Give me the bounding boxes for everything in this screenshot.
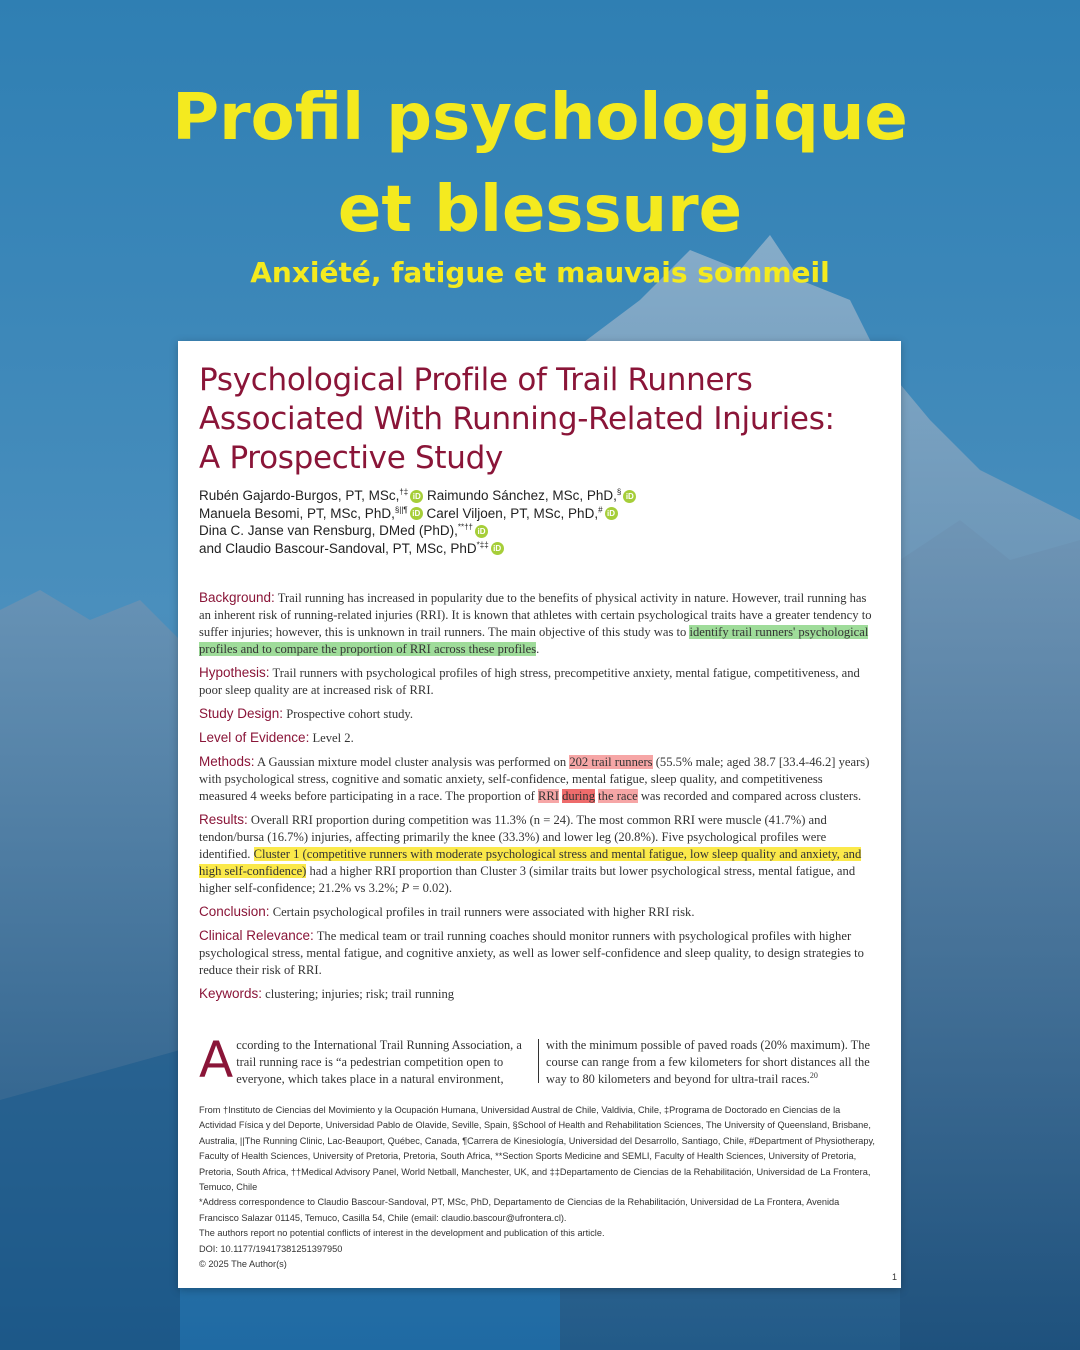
orcid-icon[interactable]: iD (410, 490, 423, 503)
copyright: © 2025 The Author(s) (199, 1259, 287, 1270)
correspondence: *Address correspondence to Claudio Bascour-Sandoval, PT, MSc, PhD, Departamento de Ciencias de la Rehabilitación, Universidad de La Frontera, Avenida Francisco Salazar 01145, Temuco, Casilla 54, Chile (email: claudio.bascour@ufrontera.cl). (199, 1197, 840, 1223)
author-name: Dina C. Janse van Rensburg, DMed (PhD), (199, 523, 458, 538)
orcid-icon[interactable]: iD (605, 507, 618, 520)
abstract-text: had a higher RRI proportion than Cluster 3 (similar traits but lower psychological stress, mental fatigue, and higher self-confidence; 21.2% vs 3.2%; (199, 864, 856, 895)
highlight-red-dark: during (562, 789, 596, 803)
abstract-text: (55.5% male; aged 38.7 [33.4-46.2] years) with psychological stress, cognitive and somatic anxiety, self-confidence, mental fatigue, sleep quality, and competitiveness measured 4 weeks before participating in a race. The proportion of (199, 755, 870, 803)
author-affil: § (616, 487, 622, 497)
column-divider (538, 1039, 539, 1083)
author-name: Carel Viljoen, PT, MSc, PhD, (426, 505, 599, 521)
highlight-green: identify trail runners' psychological profiles and to compare the proportion of RRI across these profiles (199, 625, 869, 656)
intro-column-right (546, 1037, 876, 1088)
intro-text: ccording to the International Trail Running Association, a trail running race is “a pedestrian competition open to everyone, which takes place in a natural environment, (236, 1038, 522, 1086)
author-name: and Claudio Bascour-Sandoval, PT, MSc, PhD (199, 540, 477, 556)
paper-page (178, 341, 901, 1288)
abstract-text: Prospective cohort study. (283, 707, 414, 721)
section-label: Background: (199, 590, 275, 605)
orcid-icon[interactable]: iD (475, 525, 488, 538)
paper-title-line1: Psychological Profile of Trail Runners (199, 362, 753, 398)
abstract-text: clustering; injuries; risk; trail running (262, 987, 455, 1001)
abstract-text: was recorded and compared across clusters. (637, 789, 862, 803)
abstract (199, 589, 874, 1009)
orcid-icon[interactable]: iD (410, 507, 423, 520)
author-list (199, 487, 879, 557)
orcid-icon[interactable]: iD (491, 542, 504, 555)
hero-title-line1: Profil psychologique (172, 81, 908, 155)
section-label: Study Design: (199, 706, 284, 721)
author-affil: §||¶ (394, 505, 408, 514)
section-label: Keywords: (199, 986, 263, 1001)
abstract-conclusion (199, 903, 874, 921)
abstract-keywords (199, 985, 874, 1003)
p-value-symbol: P (401, 881, 410, 895)
section-label: Level of Evidence: (199, 730, 310, 745)
paper-title-line3: A Prospective Study (199, 440, 504, 476)
hero-title (0, 72, 1080, 256)
highlight-yellow: Cluster 1 (competitive runners with moderate psychological stress and mental fatigue, low sleep quality and anxiety, and high self-confidence) (199, 847, 862, 878)
reference-number: 20 (809, 1070, 818, 1080)
paper-title-line2: Associated With Running-Related Injuries: (199, 401, 835, 437)
section-label: Results: (199, 812, 248, 827)
section-label: Methods: (199, 754, 255, 769)
abstract-text: = 0.02). (409, 881, 452, 895)
abstract-hypothesis (199, 664, 874, 699)
paper-title (199, 361, 879, 478)
abstract-text: Certain psychological profiles in trail runners were associated with higher RRI risk. (269, 905, 695, 919)
page-number: 1 (891, 1272, 897, 1282)
author-affil: †‡ (399, 487, 409, 497)
orcid-icon[interactable]: iD (623, 490, 636, 503)
affiliations: From †Instituto de Ciencias del Movimiento y la Ocupación Humana, Universidad Austral de Chile, Valdivia, Chile, ‡Programa de Doctorado en Ciencias de la Actividad Física y del Deporte, Universidad Pablo de Olavide, Seville, Spain, §School of Health and Rehabilitation Sciences, The University of Queensland, Brisbane, Australia, ||The Running Clinic, Lac-Beauport, Québec, Canada, ¶Carrera de Kinesiología, Universidad del Desarrollo, Santiago, Chile, #Department of Physiotherapy, Faculty of Health Sciences, University of Pretoria, Pretoria, South Africa, **Section Sports Medicine and SEMLI, Faculty of Health Sciences, University of Pretoria, Pretoria, South Africa, ††Medical Advisory Panel, World Netball, Manchester, UK, and ‡‡Departamento de Ciencias de la Rehabilitación, Universidad de La Frontera, Temuco, Chile (199, 1105, 875, 1193)
doi[interactable]: DOI: 10.1177/19417381251397950 (199, 1243, 343, 1254)
hero-title-line2: et blessure (337, 173, 743, 247)
abstract-study-design (199, 705, 874, 723)
abstract-text: Trail running has increased in popularity due to the benefits of physical activity in nature. However, trail running has an inherent risk of running-related injuries (RRI). It is known that athletes with certain psychological traits have a greater tendency to suffer injuries; however, this is unknown in trail runners. The main objective of this study was to (199, 591, 872, 639)
abstract-results (199, 811, 874, 897)
highlight-red: 202 trail runners (569, 755, 653, 769)
highlight-red: the race (598, 789, 638, 803)
author-name: Raimundo Sánchez, MSc, PhD, (427, 488, 617, 503)
abstract-background (199, 589, 874, 658)
abstract-text: Trail runners with psychological profiles of high stress, precompetitive anxiety, mental fatigue, competitiveness, and poor sleep quality are at increased risk of RRI. (199, 666, 860, 697)
abstract-text: A Gaussian mixture model cluster analysis was performed on (254, 755, 570, 769)
abstract-methods (199, 753, 874, 805)
highlight-red: RRI (537, 789, 559, 803)
footnotes (199, 1103, 879, 1272)
abstract-text: The medical team or trail running coaches should monitor runners with psychological profiles with higher psychological stress, mental fatigue, and cognitive anxiety, as well as lower self-confidence and sleep quality, to design strategies to reduce their risk of RRI. (199, 929, 864, 977)
hero-subtitle: Anxiété, fatigue et mauvais sommeil (250, 256, 830, 289)
intro-text: with the minimum possible of paved roads (20% maximum). The course can range from a few kilometers for short distances all the way to 80 kilometers and beyond for ultra-trail races. (546, 1038, 870, 1086)
author-name: Rubén Gajardo-Burgos, PT, MSc, (199, 488, 400, 503)
conflicts-statement: The authors report no potential conflicts of interest in the development and publication of this article. (199, 1228, 605, 1239)
author-affil: **†† (457, 522, 473, 532)
abstract-text: Overall RRI proportion during competition was 11.3% (n = 24). The most common RRI were muscle (41.7%) and tendon/bursa (16.7%) injuries, affecting primarily the knee (33.3%) and lower leg (20.8%). Five psychological profiles were identified. (199, 813, 827, 861)
intro-column-left (199, 1031, 531, 1089)
abstract-text: . (536, 642, 540, 656)
author-affil: *‡‡ (476, 540, 489, 549)
introduction (199, 1031, 874, 1089)
abstract-clinical-relevance (199, 927, 874, 979)
drop-cap: A (199, 1031, 234, 1089)
abstract-text: Level 2. (309, 731, 354, 745)
section-label: Clinical Relevance: (199, 928, 314, 943)
section-label: Conclusion: (199, 904, 270, 919)
author-name: Manuela Besomi, PT, MSc, PhD, (199, 505, 395, 521)
abstract-level-of-evidence (199, 729, 874, 747)
author-affil: # (598, 505, 603, 514)
section-label: Hypothesis: (199, 665, 270, 680)
